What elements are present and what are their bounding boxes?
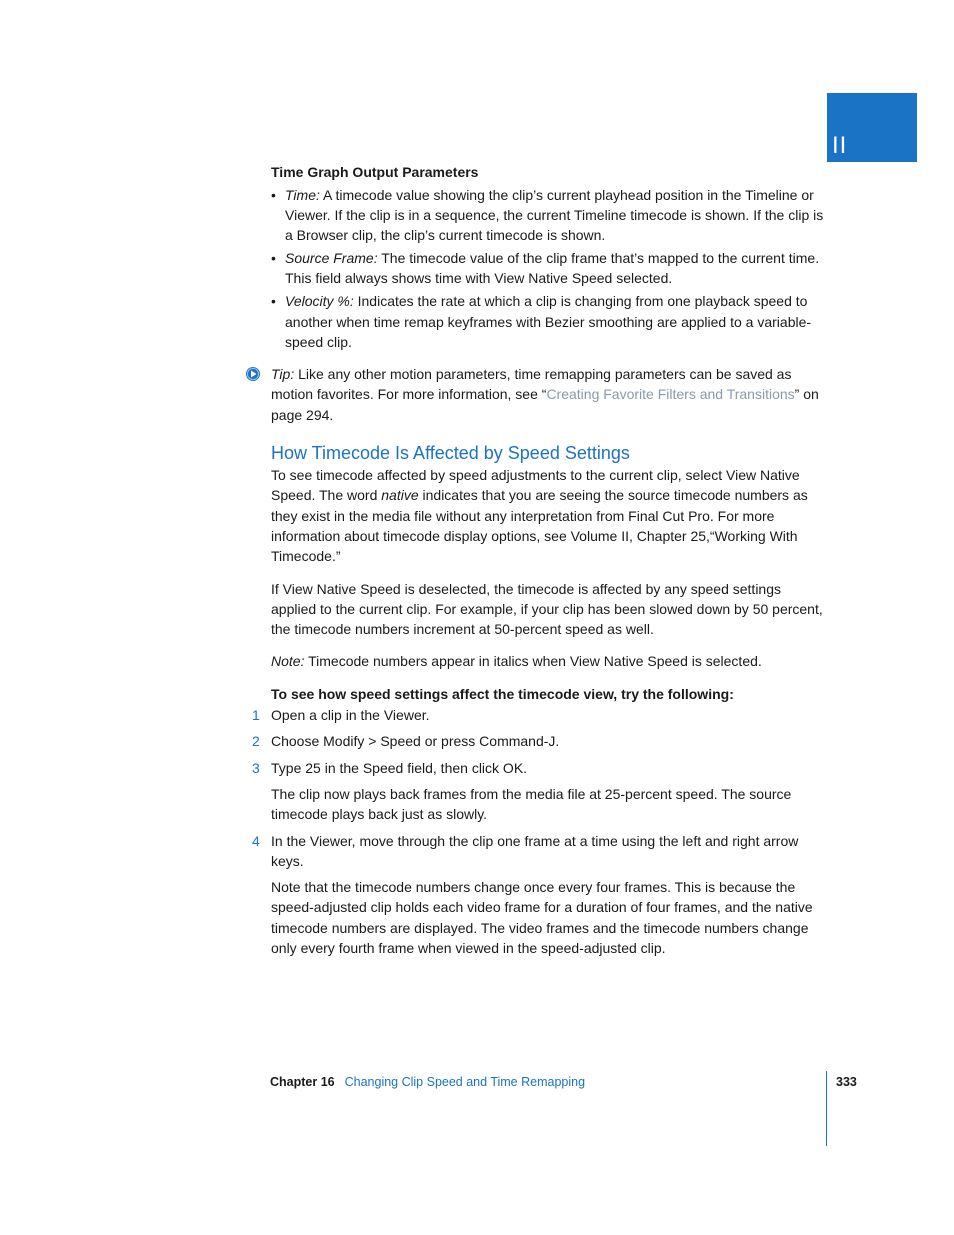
param-text: A timecode value showing the clip’s current playhead position in the Timeline or Viewer. If the clip is in a sequence, the current Timeline timecode is shown. If the clip is a Browser clip, the clip’s current timecode is shown. — [285, 186, 824, 244]
param-text: Indicates the rate at which a clip is changing from one playback speed to another when time remap keyframes with Bezier smoothing are applied to a variable-speed clip. — [285, 293, 812, 350]
step-text: Choose Modify > Speed or press Command-J. — [271, 733, 560, 750]
step-text: In the Viewer, move through the clip one frame at a time using the left and right arrow keys. — [271, 832, 799, 869]
note-label: Note: — [271, 653, 305, 670]
step-item — [252, 705, 827, 725]
procedure-heading: To see how speed settings affect the timecode view, try the following: — [271, 685, 734, 702]
step-number: 3 — [252, 759, 260, 776]
footer-chapter-number: Chapter 16 — [270, 1075, 335, 1089]
param-term: Source Frame: — [285, 250, 378, 267]
paragraph: If View Native Speed is deselected, the timecode is affected by any speed settings applied to the current clip. For example, if your clip has been slowed down by 50 percent, the timecode numbers increment at 50-percent speed as well. — [271, 580, 823, 638]
params-list — [271, 185, 827, 352]
step-item — [252, 758, 827, 825]
tip-text: Like any other motion parameters, time remapping parameters can be saved as motion favorites. For more information, see “ — [271, 366, 792, 403]
list-item — [271, 248, 827, 289]
list-item — [271, 291, 827, 352]
page-number: 333 — [836, 1075, 857, 1089]
emphasis-text: native — [381, 487, 419, 504]
tip-block — [271, 364, 827, 425]
tip-label: Tip: — [271, 366, 295, 383]
steps-list — [252, 705, 827, 958]
part-tab — [827, 93, 917, 162]
params-heading: Time Graph Output Parameters — [271, 164, 479, 180]
step-number: 2 — [252, 733, 260, 750]
paragraph — [271, 465, 827, 566]
step-number: 4 — [252, 832, 260, 849]
footer-divider — [826, 1071, 827, 1146]
step-text: Open a clip in the Viewer. — [271, 707, 430, 724]
step-item — [252, 731, 827, 751]
step-text: Type 25 in the Speed field, then click OK. — [271, 759, 528, 776]
param-term: Time: — [285, 186, 320, 203]
param-text: The timecode value of the clip frame that’s mapped to the current time. This field always shows time with View Native Speed selected. — [285, 250, 820, 287]
step-result: Note that the timecode numbers change once every four frames. This is because the speed-adjusted clip holds each video frame for a duration of four frames, and the native timecode numbers are displayed. The video frames and the timecode numbers change only every fourth frame when viewed in the speed-adjusted clip. — [271, 879, 813, 956]
footer-chapter — [270, 1072, 585, 1092]
note-text: Timecode numbers appear in italics when View Native Speed is selected. — [304, 653, 762, 670]
note — [271, 651, 827, 671]
footer-chapter-title: Changing Clip Speed and Time Remapping — [344, 1075, 586, 1089]
paragraph-text: indicates that you are seeing the source timecode numbers as they exist in the media file without any interpretation from Final Cut Pro. For more information about timecode display options, see Volume II, Chapter 25,“Working With Timecode.” — [271, 487, 808, 565]
step-result: The clip now plays back frames from the media file at 25-percent speed. The source timecode plays back just as slowly. — [271, 785, 792, 823]
paragraph-text: To see timecode affected by speed adjustments to the current clip, select View Native Speed. The word — [271, 467, 800, 504]
param-term: Velocity %: — [285, 293, 354, 310]
step-item — [252, 831, 827, 959]
tip-arrow-icon — [245, 366, 261, 382]
part-tab-label: II — [832, 132, 848, 159]
tip-text-end: ” on page 294. — [271, 386, 819, 423]
section-title: How Timecode Is Affected by Speed Settings — [271, 443, 630, 464]
list-item — [271, 185, 827, 246]
page-content — [252, 162, 827, 958]
favorites-link[interactable]: Creating Favorite Filters and Transitions — [546, 386, 795, 403]
step-number: 1 — [252, 707, 260, 724]
